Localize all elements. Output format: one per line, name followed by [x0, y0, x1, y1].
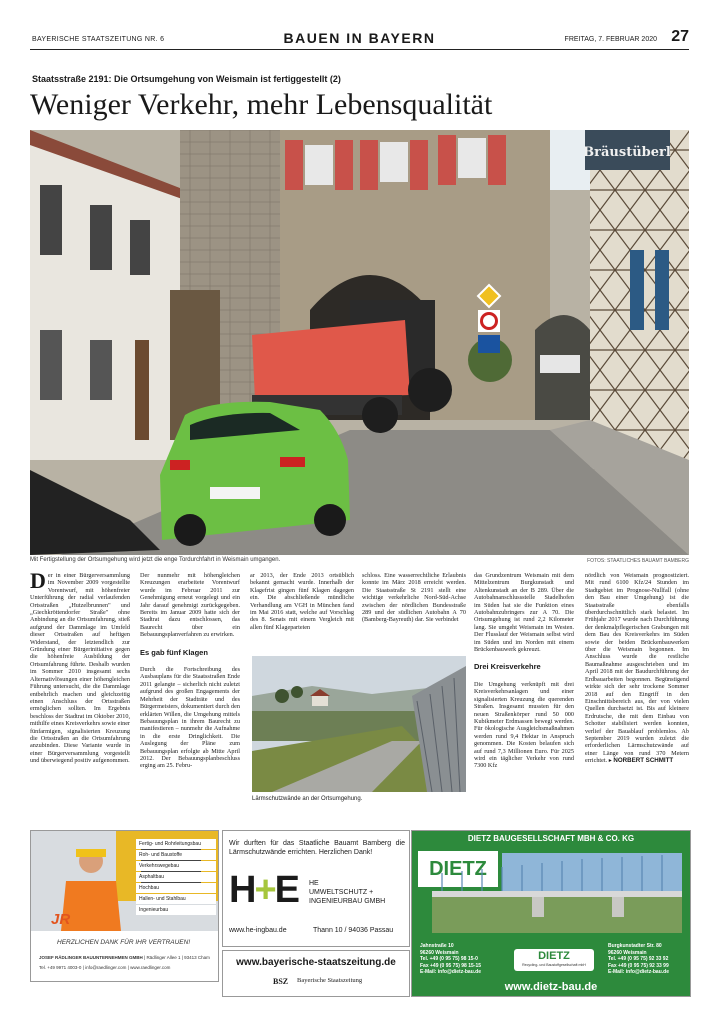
- service-tag: Roh- und Baustoffe: [136, 850, 216, 860]
- column-4-text: schloss. Eine wasserrechtliche Erlaubnis konnte im März 2018 erreicht werden. Die Staatsstraße St 2191 stellt eine wichtige verkehrliche Nord-Süd-Achse zwischen der nördlichen Bundesstraße 289 und der südlichen Autobahn A 70 (Bamberg-Bayreuth) dar. Sie verbindet: [362, 572, 466, 624]
- author-signature: NORBERT SCHMITT: [613, 757, 674, 765]
- dietz-website[interactable]: www.dietz-bau.de: [504, 981, 598, 993]
- column-2-text-b: Durch die Fortschreibung des Ausbauplans für die Staatsstraßen Ende 2011 gelangte – sicherlich nicht zuletzt aufgrund des großen Engagements der Mehrheit der Stadträte und des Bürgermeisters, dokumentiert durch den erklärten Willen, die Umgehung mittels Bebauungsplan in ihrem Baurecht zu manifestieren – nunmehr die Aufnahme in die erste Dringlichkeit. Die Auslegung der Pläne zum Bebauungsplan erfolgte ab Mitte April 2012. Der Bebauungsplanbeschluss erging am 25. Febru-: [140, 666, 240, 770]
- issue-date: FREITAG, 7. FEBRUAR 2020: [564, 36, 657, 43]
- dietz-address-left: [420, 943, 481, 976]
- section-title: BAUEN IN BAYERN: [283, 30, 436, 46]
- he-website[interactable]: www.he-ingbau.de: [229, 927, 287, 934]
- dietz-right-4: Fax +49 (0 95 75) 92 33 99: [608, 962, 669, 969]
- he-ad: [222, 830, 410, 947]
- article-column-6: nördlich von Weismain prognostiziert. Mit rund 6100 Kfz/24 Stunden im Stadtgebiet im Prognose-Nullfall (ohne den Bau einer Umgehung) ist die Staatsstraße ebenfalls überdurchschnittlich stark belastet. Im Frühjahr 2017 wurde nach Durchführung der denkmalpflegerischen Grabungen mit dem Bau des Kreisverkehrs im Süden sowie der beiden Brückenbauwerken über die Weismain begonnen. Im Anschluss wurde die restliche Baumaßnahme ausgeschrieben und im April 2018 mit der Baudurchführung der Erdbauarbeiten begonnen. Begünstigend wirkte sich der sehr trockene Sommer 2018 auf den Eingriff in den Einschnittsbereich aus, der von vielen Quellen durchsetzt ist. Bis auf kleinere Erdrutsche, die mit dem Einbau von Schotter stabilisiert werden konnten, verlief der Bauablauf problemlos. Ab September 2019 wurden zuletzt die erforderlichen Lärmschutzwände auf einer Länge von rund 370 Metern errichtet. ▸ NORBERT SCHMITT: [585, 572, 689, 765]
- column-5-text-b: Die Umgehung verknüpft mit drei Kreisverkehrsanlagen und einer signalisierten Kreuzung die querenden Straßen. Insgesamt mussten für den neuen Straßenkörper rund 50 000 Kubikmeter Erdmassen bewegt werden. Für ökologische Ausgleichsmaßnahmen werden rund 9,4 Hektar in Anspruch genommen. Die Kosten belaufen sich auf rund 7,3 Millionen Euro. Für 2025 wird ein täglicher Verkehr von rund 7300 Kfz: [474, 680, 574, 770]
- he-name-2: UMWELTSCHUTZ +: [309, 889, 374, 896]
- article-column-4: [362, 572, 466, 652]
- raedlinger-logo: JR: [51, 911, 71, 928]
- column-5-text-a: das Grundzentrum Weismain mit dem Mittelzentrum Burgkunstadt und Altenkunstadt an der B 289. Über die Autobahnanschlussstelle Stadelhofen im Süden hat sie die Funktion eines Autobahnzubringers zur A 70. Die Ortsumgehung ist rund 2,2 Kilometer lang. Sie umgeht Weismain im Westen. Der Flusslauf der Weismain selbst wird im Süden und im Norden mit einem Brückenbauwerk gekreuzt.: [474, 572, 574, 654]
- brauestuebel-sign: Bräustüberl: [583, 145, 671, 160]
- article-headline: Weniger Verkehr, mehr Lebensqualität: [30, 88, 493, 121]
- bsz-name: Bayerische Staatszeitung: [297, 977, 363, 984]
- drop-cap: D: [30, 572, 46, 593]
- dietz-badge-text: Recycling- und Baustoffgesellschaft mbH: [522, 963, 586, 967]
- raedlinger-ad: [30, 830, 219, 982]
- raedlinger-contact: Tel. +49 9971 4003-0 | info@raedlinger.com | www.raedlinger.com: [39, 965, 171, 970]
- column-2-text-a: Der nunmehr mit höhengleichen Kreuzungen erarbeitete Vorentwurf wurde im Februar 2011 zur Genehmigung erneut vorgelegt und ein Jahr darauf genehmigt zurückgegeben. Bereits im Januar 2009 hatte sich der Stadtrat dazu entschlossen, das Baurecht über ein Bebauungsplanverfahren zu erwirken.: [140, 572, 240, 639]
- column-6-text: nördlich von Weismain prognostiziert. Mit rund 6100 Kfz/24 Stunden im Stadtgebiet im Prognose-Nullfall (ohne den Bau einer Umgehung) ist die Staatsstraße ebenfalls überdurchschnittlich stark belastet. Im Frühjahr 2017 wurde nach Durchführung der denkmalpflegerischen Grabungen mit dem Bau des Kreisverkehrs im Süden sowie der beiden Brückenbauwerken über die Weismain begonnen. Im Anschluss wurde die restliche Baumaßnahme ausgeschrieben und im April 2018 mit der Baudurchführung der Erdbauarbeiten begonnen. Begünstigend wirkte sich der sehr trockene Sommer 2018 auf den Eingriff in den Einschnittsbereich aus, der von vielen Quellen durchsetzt ist. Bis auf kleinere Erdrutsche, die mit dem Einbau von Schotter stabilisiert werden konnten, verlief der Bauablauf problemlos. Ab September 2019 wurden zuletzt die erforderlichen Lärmschutzwände auf einer Länge von rund 370 Metern errichtet.: [585, 572, 689, 765]
- he-address: Thann 10 / 94036 Passau: [313, 927, 394, 934]
- raedlinger-services: [136, 839, 216, 915]
- subheading-klagen: Es gab fünf Klagen: [140, 647, 208, 657]
- dietz-recycling-badge: [514, 949, 594, 971]
- raedlinger-company: JOSEF RÄDLINGER BAUUNTERNEHMEN GMBH: [39, 955, 143, 960]
- dietz-ad: [411, 830, 691, 997]
- photo-caption: Mit Fertigstellung der Ortsumgehung wird jetzt die enge Tordurchfahrt in Weismain umgangen.: [30, 557, 281, 563]
- bsz-ad: [222, 950, 410, 997]
- service-tag: Hallen- und Stahlbau: [136, 894, 216, 904]
- column-3-text: ar 2013, der Ende 2013 ortsüblich bekannt gemacht wurde. Innerhalb der Klagefrist gingen fünf Klagen dagegen ein. Die abschließende mündliche Verhandlung am VGH in München fand im Mai 2016 statt, welche auf Vorschlag des 8. Senats mit einem Vergleich mit allen fünf Klageparteien: [250, 572, 354, 631]
- dietz-left-5: E-Mail: info@dietz-bau.de: [420, 969, 481, 975]
- bsz-website[interactable]: www.bayerische-staatszeitung.de: [236, 957, 396, 968]
- raedlinger-address: Rädlinger Allee 1 | 93413 Cham: [146, 955, 210, 960]
- dietz-left-2: 96260 Weismain: [420, 949, 459, 956]
- dietz-left-1: Jahnstraße 10: [420, 943, 454, 949]
- article-column-2: [140, 572, 240, 810]
- subheading-kreisverkehre: Drei Kreisverkehre: [474, 662, 541, 672]
- dietz-badge-logo: DIETZ: [538, 950, 570, 962]
- dietz-left-4: Fax +49 (0 95 75) 98 15-15: [420, 962, 482, 969]
- he-name-1: HE: [309, 880, 319, 887]
- dietz-address-right: [608, 943, 669, 976]
- he-company-name: [309, 879, 385, 906]
- inset-photo-caption: Lärmschutzwände an der Ortsumgehung.: [252, 796, 363, 802]
- service-tag: Ingenieurbau: [136, 905, 216, 915]
- page-number: 27: [671, 28, 689, 45]
- column-1-text: er in einer Bürgerversammlung im November 2009 vorgestellte Vorentwurf, mit höhenfreier Unterführung der radial verlaufenden Ortsstraßen „Hutzelbrunnen" und „Giechkröttendorfer Straße" ohne Anbindung an die Ortsumfahrung, stieß aufgrund der Dammlage im Umfeld dieser Ortsstraßen auf heftigen Widerstand, der letztendlich zur Gründung einer Bürgerinitiative gegen die höhenfreie Ausbildung der Ortsumfahrung führte. Deshalb wurden im Sommer 2010 insgesamt sechs Alternativlösungen einer höhengleichen Führung untersucht, die die Dammlage entbehrlich machen und gleichzeitig einen Anschluss der Ortsstraßen ermöglichen sollten. Im Ergebnis beschloss der Stadtrat im Oktober 2010, mithilfe eines Kreisverkehrs sowie einer fünfarmigen, signalisierten Kreuzung die Ortsstraßen an die Ortsumfahrung anzubinden. Diese Variante wurde in einer Bürgerversammlung vorgestellt und überwiegend positiv aufgenommen.: [30, 572, 130, 765]
- raedlinger-company-line: JOSEF RÄDLINGER BAUUNTERNEHMEN GMBH | Rädlinger Allee 1 | 93413 Cham: [39, 955, 210, 960]
- bridge-image: [432, 853, 682, 933]
- header-rule: [30, 49, 689, 50]
- inset-photo: [252, 656, 466, 792]
- dietz-left-3: Tel. +49 (0 95 75) 98 15-0: [420, 956, 478, 962]
- he-thanks-text: Wir durften für das Staatliche Bauamt Bamberg die Lärmschutzwände errichten. Herzlichen Dank!: [229, 840, 405, 856]
- raedlinger-slogan: HERZLICHEN DANK FÜR IHR VERTRAUEN!: [57, 939, 191, 946]
- he-name-3: INGENIEURBAU GMBH: [309, 898, 386, 905]
- article-column-5: [474, 572, 574, 810]
- dietz-title: DIETZ BAUGESELLSCHAFT MBH & CO. KG: [467, 834, 635, 843]
- photo-credit: FOTOS: STAATLICHES BAUAMT BAMBERG: [587, 558, 689, 564]
- article-column-1: [30, 572, 130, 810]
- dietz-right-1: Burgkunstadter Str. 80: [608, 943, 662, 949]
- bsz-logo: BSZ: [273, 977, 289, 986]
- service-tag: Fertig- und Rohrleitungsbau: [136, 839, 216, 849]
- dietz-right-5: E-Mail: info@dietz-bau.de: [608, 969, 669, 975]
- article-kicker: Staatsstraße 2191: Die Ortsumgehung von Weismain ist fertiggestellt (2): [32, 74, 341, 84]
- service-tag: Verkehrswegebau: [136, 861, 216, 871]
- main-photo: [30, 130, 689, 555]
- service-tag: Hochbau: [136, 883, 216, 893]
- dietz-logo: DIETZ: [418, 851, 498, 887]
- article-column-3: [250, 572, 354, 652]
- newspaper-name: BAYERISCHE STAATSZEITUNG NR. 6: [32, 36, 165, 43]
- dietz-right-2: 96260 Weismain: [608, 949, 647, 956]
- he-logo: H+E: [229, 869, 299, 911]
- dietz-right-3: Tel. +49 (0 95 75) 92 33 92: [608, 956, 669, 962]
- service-tag: Asphaltbau: [136, 872, 216, 882]
